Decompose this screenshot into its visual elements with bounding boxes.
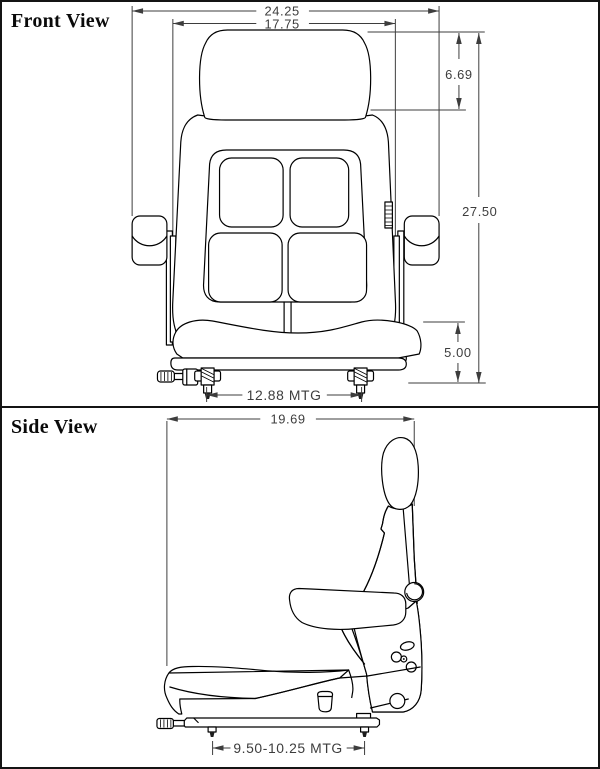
dimension-backrest-width	[173, 16, 396, 31]
pivot-knob	[405, 583, 424, 602]
backrest-pad-top-left	[220, 158, 284, 227]
dimension-overall-height	[462, 33, 497, 383]
seat-cushion-profile	[164, 666, 367, 714]
dimension-headrest-height	[368, 32, 485, 110]
dim-overall-width-label: 24.25	[264, 3, 300, 19]
dim-mounting-depth-label: 9.50-10.25 MTG	[233, 739, 343, 757]
side-view-title: Side View	[11, 416, 98, 438]
dim-cushion-height-label: 5.00	[444, 344, 472, 361]
side-view-drawing	[2, 408, 598, 765]
dimension-overall-depth	[167, 411, 414, 426]
mounting-studs	[208, 727, 368, 737]
armrest-right	[404, 216, 439, 265]
rail-handle-shaft	[173, 721, 184, 727]
dimension-mounting-width	[207, 387, 362, 403]
recline-knob	[385, 202, 392, 228]
lever-cup	[318, 692, 333, 712]
backrest-pad-top-right	[290, 158, 349, 227]
headrest-profile	[382, 438, 419, 510]
side-view-panel	[2, 408, 598, 765]
adjustment-handle	[157, 369, 197, 385]
dim-overall-depth-label: 19.69	[270, 411, 306, 427]
dim-overall-height-label: 27.50	[462, 203, 498, 220]
backrest-pad-bottom-left	[209, 233, 283, 302]
base-rail	[157, 714, 380, 729]
front-view-panel	[2, 2, 598, 408]
armrest-profile	[289, 589, 405, 630]
backrest	[173, 115, 396, 337]
dim-mounting-width-label: 12.88 MTG	[246, 386, 322, 404]
armrest-left	[132, 216, 167, 265]
front-view-drawing	[2, 2, 598, 408]
dim-headrest-height-label: 6.69	[445, 66, 473, 83]
front-view-title: Front View	[11, 10, 110, 32]
dimension-mounting-depth	[213, 740, 365, 756]
backrest-pad-bottom-right	[288, 233, 366, 302]
headrest	[200, 30, 371, 120]
dim-backrest-width-label: 17.75	[264, 16, 300, 32]
